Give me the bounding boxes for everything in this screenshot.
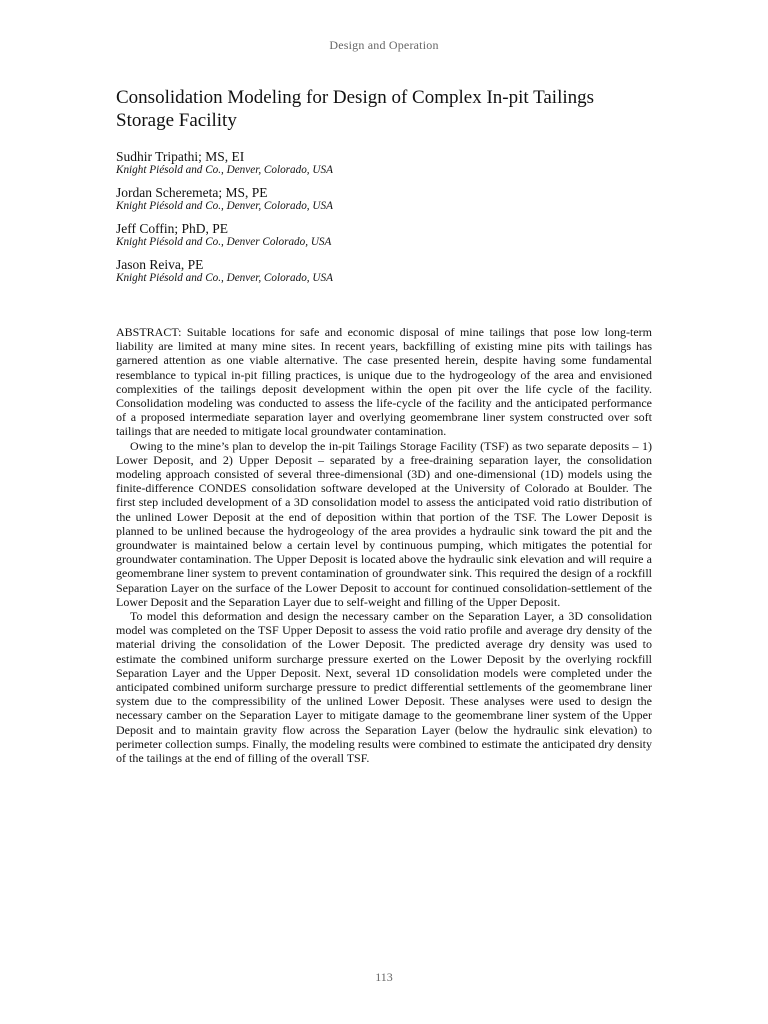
- author-name: Jason Reiva, PE: [116, 257, 204, 272]
- author-name: Jeff Coffin; PhD, PE: [116, 221, 229, 236]
- author-block: [116, 149, 656, 177]
- author-affiliation: Knight Piésold and Co., Denver, Colorado, USA: [116, 272, 333, 284]
- abstract-paragraph: Owing to the mine’s plan to develop the in-pit Tailings Storage Facility (TSF) as two separate deposits – 1) Lower Deposit, and 2) Upper Deposit – separated by a free-draining separation layer, the consolidation modeling approach consisted of several three-dimensional (3D) and one-dimensional (1D) models using the finite-difference CONDES consolidation software developed at the University of Colorado at Boulder. The first step included development of a 3D consolidation model to assess the anticipated void ratio distribution of the unlined Lower Deposit at the end of deposition within that portion of the TSF. The Lower Deposit is planned to be unlined because the hydrogeology of the area provides a hydraulic sink toward the pit and the groundwater is maintained below a certain level by continuous pumping, which mitigates the potential for groundwater contamination. The Upper Deposit is located above the hydraulic sink elevation and will require a geomembrane liner system to prevent contamination of groundwater sink. This required the design of a rockfill Separation Layer on the surface of the Lower Deposit to account for continued consolidation-settlement of the Lower Deposit and the Separation Layer due to self-weight and filling of the Upper Deposit.: [116, 438, 652, 609]
- author-block: [116, 185, 656, 213]
- paper-title: Consolidation Modeling for Design of Complex In-pit Tailings Storage Facility: [116, 87, 595, 131]
- author-block: [116, 257, 656, 285]
- author-name: Sudhir Tripathi; MS, EI: [116, 149, 245, 164]
- author-affiliation: Knight Piésold and Co., Denver, Colorado, USA: [116, 200, 333, 212]
- author-affiliation: Knight Piésold and Co., Denver Colorado, USA: [116, 236, 332, 248]
- author-list: [116, 149, 656, 293]
- author-affiliation: Knight Piésold and Co., Denver, Colorado, USA: [116, 164, 333, 176]
- author-block: [116, 221, 656, 249]
- abstract: [116, 325, 652, 765]
- abstract-paragraph: ABSTRACT: Suitable locations for safe and economic disposal of mine tailings that pose low long-term liability are limited at many mine sites. In recent years, backfilling of existing mine pits with tailings has garnered attention as one viable alternative. The case presented herein, despite having some fundamental resemblance to typical in-pit filling practices, is unique due to the hydrogeology of the area and envisioned complexities of the tailings deposit development within the open pit over the life cycle of the facility. Consolidation modeling was conducted to assess the life-cycle of the facility and the anticipated performance of a proposed intermediate separation layer and overlying geomembrane liner system constructed over soft tailings that are needed to mitigate local groundwater contamination.: [116, 325, 652, 439]
- author-name: Jordan Scheremeta; MS, PE: [116, 185, 268, 200]
- page-number: 113: [375, 970, 393, 984]
- abstract-paragraph: To model this deformation and design the necessary camber on the Separation Layer, a 3D consolidation model was completed on the TSF Upper Deposit to assess the void ratio profile and average dry density of the material driving the consolidation of the Lower Deposit. The predicted average dry density was used to estimate the combined uniform surcharge pressure exerted on the Lower Deposit by the overlying rockfill Separation Layer and the Upper Deposit. Next, several 1D consolidation models were completed under the anticipated combined uniform surcharge pressure to predict differential settlements of the geomembrane liner system due to the compressibility of the unlined Lower Deposit. These analyses were used to design the necessary camber on the Separation Layer to mitigate damage to the geomembrane liner system of the Upper Deposit and to maintain gravity flow across the Separation Layer (below the hydraulic sink elevation) to perimeter collection sumps. Finally, the modeling results were combined to estimate the anticipated dry density of the tailings at the end of filling of the overall TSF.: [116, 609, 652, 766]
- running-head: Design and Operation: [329, 38, 439, 52]
